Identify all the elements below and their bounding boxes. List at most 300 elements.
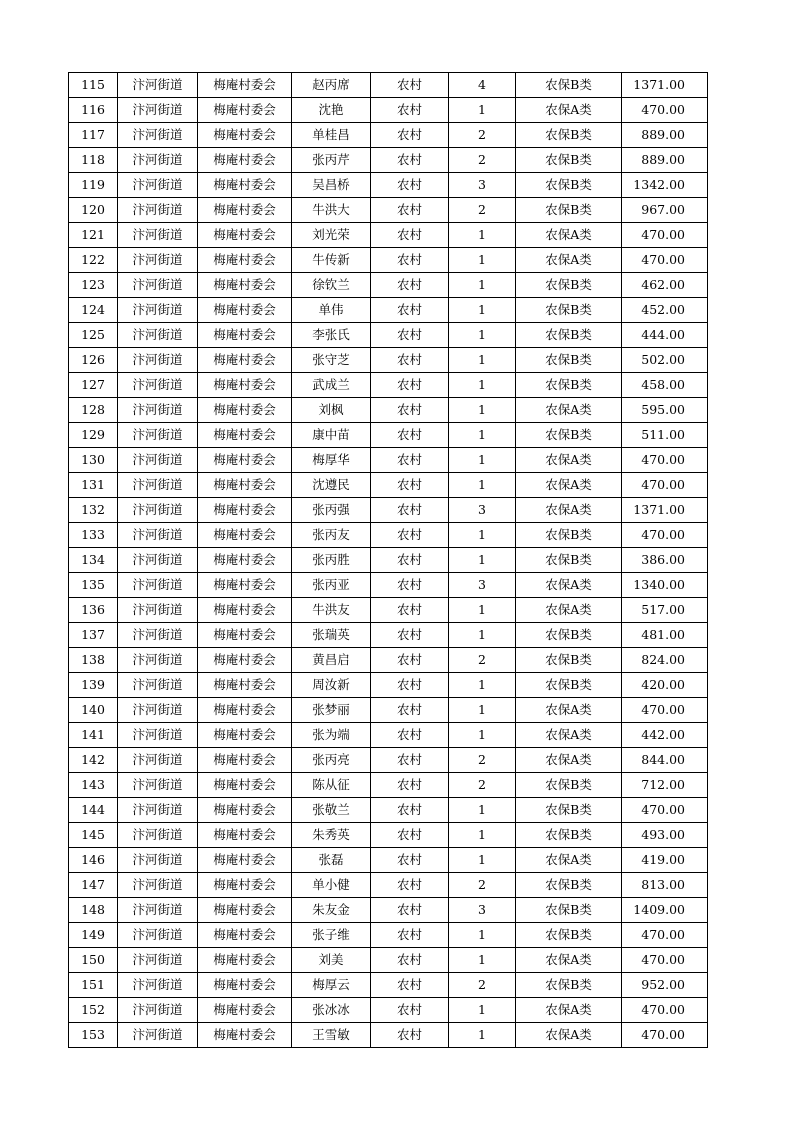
cell-category: 农保B类 — [516, 873, 622, 898]
cell-index: 142 — [69, 748, 118, 773]
cell-index: 132 — [69, 498, 118, 523]
cell-committee: 梅庵村委会 — [198, 173, 292, 198]
cell-amount: 824.00 — [622, 648, 708, 673]
cell-count: 1 — [449, 598, 516, 623]
cell-street: 汴河街道 — [118, 148, 198, 173]
table-row — [69, 448, 708, 473]
cell-name: 李张氏 — [292, 323, 371, 348]
cell-committee: 梅庵村委会 — [198, 423, 292, 448]
cell-index: 129 — [69, 423, 118, 448]
cell-committee: 梅庵村委会 — [198, 623, 292, 648]
cell-amount: 420.00 — [622, 673, 708, 698]
cell-committee: 梅庵村委会 — [198, 573, 292, 598]
table-row — [69, 648, 708, 673]
cell-type: 农村 — [371, 798, 449, 823]
cell-street: 汴河街道 — [118, 948, 198, 973]
cell-amount: 1340.00 — [622, 573, 708, 598]
cell-index: 128 — [69, 398, 118, 423]
cell-index: 133 — [69, 523, 118, 548]
cell-count: 1 — [449, 1023, 516, 1048]
cell-type: 农村 — [371, 148, 449, 173]
cell-amount: 386.00 — [622, 548, 708, 573]
table-row — [69, 298, 708, 323]
cell-index: 151 — [69, 973, 118, 998]
cell-amount: 952.00 — [622, 973, 708, 998]
cell-category: 农保A类 — [516, 448, 622, 473]
cell-type: 农村 — [371, 948, 449, 973]
cell-committee: 梅庵村委会 — [198, 873, 292, 898]
cell-street: 汴河街道 — [118, 348, 198, 373]
cell-street: 汴河街道 — [118, 573, 198, 598]
cell-index: 124 — [69, 298, 118, 323]
cell-amount: 1371.00 — [622, 498, 708, 523]
cell-category: 农保B类 — [516, 173, 622, 198]
cell-type: 农村 — [371, 998, 449, 1023]
cell-category: 农保A类 — [516, 723, 622, 748]
cell-committee: 梅庵村委会 — [198, 598, 292, 623]
cell-index: 123 — [69, 273, 118, 298]
cell-count: 1 — [449, 448, 516, 473]
cell-type: 农村 — [371, 773, 449, 798]
cell-type: 农村 — [371, 873, 449, 898]
cell-type: 农村 — [371, 573, 449, 598]
cell-type: 农村 — [371, 598, 449, 623]
cell-count: 1 — [449, 298, 516, 323]
cell-name: 黄昌启 — [292, 648, 371, 673]
table-row — [69, 723, 708, 748]
cell-street: 汴河街道 — [118, 973, 198, 998]
cell-count: 1 — [449, 923, 516, 948]
cell-category: 农保B类 — [516, 673, 622, 698]
cell-category: 农保B类 — [516, 823, 622, 848]
table-row — [69, 948, 708, 973]
cell-category: 农保B类 — [516, 298, 622, 323]
cell-name: 张子维 — [292, 923, 371, 948]
cell-category: 农保A类 — [516, 748, 622, 773]
cell-index: 144 — [69, 798, 118, 823]
cell-index: 130 — [69, 448, 118, 473]
table-row — [69, 423, 708, 448]
cell-street: 汴河街道 — [118, 323, 198, 348]
cell-index: 116 — [69, 98, 118, 123]
cell-street: 汴河街道 — [118, 498, 198, 523]
cell-street: 汴河街道 — [118, 698, 198, 723]
cell-count: 1 — [449, 248, 516, 273]
cell-count: 1 — [449, 998, 516, 1023]
table-row — [69, 798, 708, 823]
cell-name: 陈从征 — [292, 773, 371, 798]
cell-name: 康中苗 — [292, 423, 371, 448]
cell-count: 2 — [449, 973, 516, 998]
cell-count: 1 — [449, 823, 516, 848]
cell-street: 汴河街道 — [118, 523, 198, 548]
table-row — [69, 1023, 708, 1048]
cell-index: 140 — [69, 698, 118, 723]
cell-index: 153 — [69, 1023, 118, 1048]
table-row — [69, 398, 708, 423]
cell-committee: 梅庵村委会 — [198, 973, 292, 998]
table-row — [69, 523, 708, 548]
cell-type: 农村 — [371, 448, 449, 473]
cell-name: 张丙胜 — [292, 548, 371, 573]
cell-name: 王雪敏 — [292, 1023, 371, 1048]
cell-type: 农村 — [371, 223, 449, 248]
cell-street: 汴河街道 — [118, 198, 198, 223]
cell-street: 汴河街道 — [118, 873, 198, 898]
table-row — [69, 873, 708, 898]
cell-index: 125 — [69, 323, 118, 348]
cell-category: 农保B类 — [516, 648, 622, 673]
cell-committee: 梅庵村委会 — [198, 323, 292, 348]
cell-street: 汴河街道 — [118, 848, 198, 873]
table-row — [69, 473, 708, 498]
cell-index: 146 — [69, 848, 118, 873]
cell-street: 汴河街道 — [118, 923, 198, 948]
table-row — [69, 323, 708, 348]
cell-type: 农村 — [371, 548, 449, 573]
cell-name: 牛洪友 — [292, 598, 371, 623]
cell-committee: 梅庵村委会 — [198, 73, 292, 98]
cell-committee: 梅庵村委会 — [198, 373, 292, 398]
cell-amount: 967.00 — [622, 198, 708, 223]
cell-type: 农村 — [371, 748, 449, 773]
cell-index: 141 — [69, 723, 118, 748]
cell-type: 农村 — [371, 1023, 449, 1048]
cell-name: 沈遵民 — [292, 473, 371, 498]
cell-street: 汴河街道 — [118, 423, 198, 448]
cell-index: 119 — [69, 173, 118, 198]
table-row — [69, 823, 708, 848]
cell-name: 张丙亮 — [292, 748, 371, 773]
cell-amount: 452.00 — [622, 298, 708, 323]
cell-street: 汴河街道 — [118, 673, 198, 698]
cell-count: 1 — [449, 948, 516, 973]
cell-index: 137 — [69, 623, 118, 648]
cell-name: 梅厚云 — [292, 973, 371, 998]
table-row — [69, 273, 708, 298]
cell-index: 131 — [69, 473, 118, 498]
cell-street: 汴河街道 — [118, 98, 198, 123]
cell-count: 1 — [449, 423, 516, 448]
cell-count: 1 — [449, 798, 516, 823]
cell-count: 1 — [449, 323, 516, 348]
cell-street: 汴河街道 — [118, 548, 198, 573]
cell-committee: 梅庵村委会 — [198, 898, 292, 923]
cell-count: 2 — [449, 148, 516, 173]
cell-amount: 470.00 — [622, 998, 708, 1023]
cell-type: 农村 — [371, 823, 449, 848]
cell-amount: 889.00 — [622, 148, 708, 173]
cell-committee: 梅庵村委会 — [198, 223, 292, 248]
table-row — [69, 773, 708, 798]
cell-street: 汴河街道 — [118, 398, 198, 423]
cell-committee: 梅庵村委会 — [198, 923, 292, 948]
cell-type: 农村 — [371, 848, 449, 873]
cell-street: 汴河街道 — [118, 273, 198, 298]
cell-category: 农保A类 — [516, 698, 622, 723]
cell-index: 145 — [69, 823, 118, 848]
table-row — [69, 548, 708, 573]
cell-amount: 595.00 — [622, 398, 708, 423]
cell-category: 农保A类 — [516, 1023, 622, 1048]
table-row — [69, 98, 708, 123]
cell-name: 张冰冰 — [292, 998, 371, 1023]
cell-committee: 梅庵村委会 — [198, 673, 292, 698]
cell-street: 汴河街道 — [118, 998, 198, 1023]
cell-amount: 470.00 — [622, 523, 708, 548]
cell-category: 农保B类 — [516, 623, 622, 648]
cell-name: 张丙强 — [292, 498, 371, 523]
cell-type: 农村 — [371, 173, 449, 198]
cell-category: 农保B类 — [516, 973, 622, 998]
cell-committee: 梅庵村委会 — [198, 548, 292, 573]
table-row — [69, 348, 708, 373]
cell-amount: 470.00 — [622, 1023, 708, 1048]
cell-street: 汴河街道 — [118, 773, 198, 798]
cell-count: 1 — [449, 623, 516, 648]
cell-category: 农保B类 — [516, 548, 622, 573]
table-body — [69, 73, 708, 1048]
cell-count: 1 — [449, 98, 516, 123]
table-row — [69, 373, 708, 398]
cell-type: 农村 — [371, 648, 449, 673]
cell-street: 汴河街道 — [118, 73, 198, 98]
cell-count: 1 — [449, 548, 516, 573]
cell-name: 张丙芹 — [292, 148, 371, 173]
cell-count: 2 — [449, 773, 516, 798]
cell-name: 刘枫 — [292, 398, 371, 423]
cell-category: 农保B类 — [516, 898, 622, 923]
cell-count: 1 — [449, 848, 516, 873]
cell-type: 农村 — [371, 923, 449, 948]
table-row — [69, 123, 708, 148]
cell-committee: 梅庵村委会 — [198, 723, 292, 748]
cell-category: 农保A类 — [516, 598, 622, 623]
cell-category: 农保B类 — [516, 523, 622, 548]
cell-count: 2 — [449, 648, 516, 673]
cell-committee: 梅庵村委会 — [198, 748, 292, 773]
cell-amount: 470.00 — [622, 448, 708, 473]
cell-street: 汴河街道 — [118, 898, 198, 923]
table-row — [69, 673, 708, 698]
cell-category: 农保B类 — [516, 273, 622, 298]
cell-amount: 1409.00 — [622, 898, 708, 923]
cell-amount: 502.00 — [622, 348, 708, 373]
data-table — [68, 72, 708, 1048]
cell-index: 148 — [69, 898, 118, 923]
cell-index: 135 — [69, 573, 118, 598]
cell-name: 朱友金 — [292, 898, 371, 923]
cell-name: 刘光荣 — [292, 223, 371, 248]
cell-type: 农村 — [371, 298, 449, 323]
cell-amount: 458.00 — [622, 373, 708, 398]
cell-name: 张梦丽 — [292, 698, 371, 723]
cell-count: 1 — [449, 348, 516, 373]
cell-category: 农保B类 — [516, 798, 622, 823]
table-row — [69, 248, 708, 273]
cell-count: 3 — [449, 498, 516, 523]
cell-amount: 470.00 — [622, 923, 708, 948]
cell-category: 农保B类 — [516, 198, 622, 223]
cell-committee: 梅庵村委会 — [198, 398, 292, 423]
cell-type: 农村 — [371, 473, 449, 498]
cell-name: 吴昌桥 — [292, 173, 371, 198]
cell-amount: 470.00 — [622, 98, 708, 123]
cell-count: 3 — [449, 173, 516, 198]
cell-amount: 419.00 — [622, 848, 708, 873]
cell-committee: 梅庵村委会 — [198, 448, 292, 473]
cell-name: 梅厚华 — [292, 448, 371, 473]
cell-index: 143 — [69, 773, 118, 798]
table-row — [69, 148, 708, 173]
cell-category: 农保B类 — [516, 773, 622, 798]
cell-amount: 712.00 — [622, 773, 708, 798]
cell-type: 农村 — [371, 498, 449, 523]
cell-name: 周汝新 — [292, 673, 371, 698]
cell-amount: 511.00 — [622, 423, 708, 448]
cell-category: 农保B类 — [516, 123, 622, 148]
cell-committee: 梅庵村委会 — [198, 823, 292, 848]
cell-committee: 梅庵村委会 — [198, 698, 292, 723]
cell-name: 张为端 — [292, 723, 371, 748]
table-row — [69, 498, 708, 523]
cell-name: 沈艳 — [292, 98, 371, 123]
cell-category: 农保B类 — [516, 373, 622, 398]
table-row — [69, 898, 708, 923]
cell-amount: 1371.00 — [622, 73, 708, 98]
table-row — [69, 998, 708, 1023]
cell-street: 汴河街道 — [118, 748, 198, 773]
cell-committee: 梅庵村委会 — [198, 198, 292, 223]
cell-amount: 889.00 — [622, 123, 708, 148]
cell-type: 农村 — [371, 673, 449, 698]
cell-amount: 844.00 — [622, 748, 708, 773]
cell-street: 汴河街道 — [118, 448, 198, 473]
cell-name: 单小健 — [292, 873, 371, 898]
cell-street: 汴河街道 — [118, 123, 198, 148]
cell-name: 张丙亚 — [292, 573, 371, 598]
cell-count: 2 — [449, 123, 516, 148]
cell-index: 149 — [69, 923, 118, 948]
cell-category: 农保A类 — [516, 473, 622, 498]
cell-index: 117 — [69, 123, 118, 148]
cell-count: 1 — [449, 398, 516, 423]
cell-count: 1 — [449, 223, 516, 248]
cell-count: 3 — [449, 573, 516, 598]
cell-committee: 梅庵村委会 — [198, 773, 292, 798]
cell-category: 农保A类 — [516, 848, 622, 873]
table-row — [69, 973, 708, 998]
cell-amount: 470.00 — [622, 798, 708, 823]
cell-index: 118 — [69, 148, 118, 173]
cell-type: 农村 — [371, 373, 449, 398]
cell-amount: 470.00 — [622, 223, 708, 248]
cell-name: 朱秀英 — [292, 823, 371, 848]
cell-category: 农保A类 — [516, 948, 622, 973]
cell-committee: 梅庵村委会 — [198, 523, 292, 548]
cell-type: 农村 — [371, 273, 449, 298]
cell-count: 2 — [449, 198, 516, 223]
cell-committee: 梅庵村委会 — [198, 273, 292, 298]
cell-name: 张磊 — [292, 848, 371, 873]
cell-name: 牛传新 — [292, 248, 371, 273]
cell-type: 农村 — [371, 723, 449, 748]
cell-category: 农保B类 — [516, 323, 622, 348]
cell-type: 农村 — [371, 323, 449, 348]
cell-street: 汴河街道 — [118, 823, 198, 848]
cell-committee: 梅庵村委会 — [198, 348, 292, 373]
cell-count: 1 — [449, 698, 516, 723]
cell-committee: 梅庵村委会 — [198, 248, 292, 273]
table-row — [69, 923, 708, 948]
cell-amount: 442.00 — [622, 723, 708, 748]
cell-type: 农村 — [371, 248, 449, 273]
document-page — [68, 72, 708, 1048]
cell-category: 农保A类 — [516, 573, 622, 598]
cell-committee: 梅庵村委会 — [198, 98, 292, 123]
table-row — [69, 223, 708, 248]
cell-street: 汴河街道 — [118, 373, 198, 398]
cell-name: 武成兰 — [292, 373, 371, 398]
cell-committee: 梅庵村委会 — [198, 498, 292, 523]
cell-count: 1 — [449, 373, 516, 398]
cell-category: 农保A类 — [516, 498, 622, 523]
cell-type: 农村 — [371, 973, 449, 998]
table-row — [69, 698, 708, 723]
cell-count: 2 — [449, 873, 516, 898]
cell-count: 1 — [449, 673, 516, 698]
table-row — [69, 573, 708, 598]
cell-name: 张守芝 — [292, 348, 371, 373]
cell-index: 120 — [69, 198, 118, 223]
table-row — [69, 73, 708, 98]
table-row — [69, 748, 708, 773]
cell-category: 农保B类 — [516, 148, 622, 173]
cell-type: 农村 — [371, 398, 449, 423]
cell-category: 农保A类 — [516, 248, 622, 273]
cell-count: 1 — [449, 723, 516, 748]
cell-category: 农保B类 — [516, 73, 622, 98]
cell-committee: 梅庵村委会 — [198, 848, 292, 873]
cell-street: 汴河街道 — [118, 1023, 198, 1048]
cell-amount: 470.00 — [622, 473, 708, 498]
cell-committee: 梅庵村委会 — [198, 648, 292, 673]
cell-count: 4 — [449, 73, 516, 98]
cell-type: 农村 — [371, 423, 449, 448]
cell-committee: 梅庵村委会 — [198, 473, 292, 498]
table-row — [69, 198, 708, 223]
cell-category: 农保B类 — [516, 423, 622, 448]
cell-count: 1 — [449, 523, 516, 548]
cell-category: 农保A类 — [516, 398, 622, 423]
cell-index: 152 — [69, 998, 118, 1023]
cell-type: 农村 — [371, 523, 449, 548]
cell-amount: 470.00 — [622, 248, 708, 273]
cell-type: 农村 — [371, 98, 449, 123]
cell-name: 赵丙席 — [292, 73, 371, 98]
cell-street: 汴河街道 — [118, 248, 198, 273]
cell-category: 农保A类 — [516, 223, 622, 248]
cell-street: 汴河街道 — [118, 723, 198, 748]
cell-street: 汴河街道 — [118, 223, 198, 248]
cell-index: 134 — [69, 548, 118, 573]
cell-category: 农保A类 — [516, 98, 622, 123]
cell-committee: 梅庵村委会 — [198, 1023, 292, 1048]
cell-category: 农保B类 — [516, 923, 622, 948]
cell-committee: 梅庵村委会 — [198, 798, 292, 823]
cell-street: 汴河街道 — [118, 648, 198, 673]
table-row — [69, 173, 708, 198]
